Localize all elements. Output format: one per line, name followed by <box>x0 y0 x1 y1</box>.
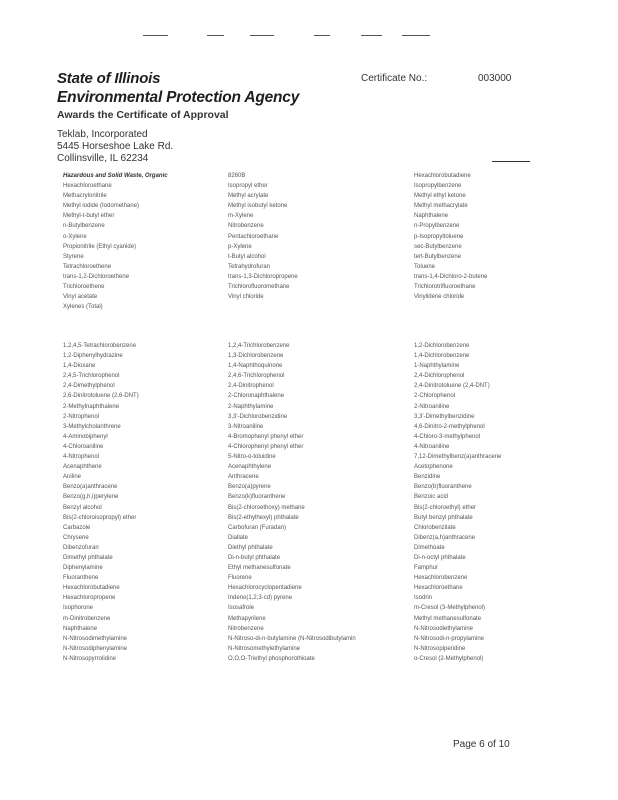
table-row <box>63 654 583 664</box>
table-row <box>63 292 583 302</box>
analyte-cell: Methyl-t-butyl ether <box>63 213 115 220</box>
analyte-cell: 2,6-Dinitrotoluene (2,6-DNT) <box>63 393 139 400</box>
table-row <box>63 282 583 292</box>
analyte-cell: Diethyl phthalate <box>228 544 273 551</box>
analyte-cell: 4-Nitroaniline <box>414 443 450 450</box>
analyte-cell: Acenaphthylene <box>228 464 272 471</box>
table-row <box>63 351 583 361</box>
table-row <box>63 391 583 401</box>
analyte-cell: 2,4,6-Trichlorophenol <box>228 373 285 380</box>
analyte-cell: 2,4-Dichlorophenol <box>414 373 465 380</box>
analyte-cell: N-Nitrosodiethylamine <box>414 625 474 632</box>
analyte-cell: Isopropyl ether <box>228 183 268 190</box>
analyte-cell: Dibenz(a,h)anthracene <box>414 534 476 541</box>
analyte-cell: Benzo(b)fluoranthene <box>414 484 472 491</box>
table-row <box>63 272 583 282</box>
analyte-cell: Di-n-butyl phthalate <box>228 554 281 561</box>
table-row <box>63 442 583 452</box>
analyte-cell: 4-Aminobiphenyl <box>63 433 108 440</box>
analyte-cell: Vinyl acetate <box>63 294 98 301</box>
table-row <box>63 252 583 262</box>
analyte-cell: Bis(2-chloroisopropyl) ether <box>63 514 137 521</box>
analyte-cell: Hexachlorobenzene <box>414 575 468 582</box>
analyte-cell: Carbazole <box>63 524 91 531</box>
analyte-cell: Butyl benzyl phthalate <box>414 514 473 521</box>
analyte-cell: 4-Chlorophenyl phenyl ether <box>228 443 304 450</box>
analyte-cell: Nitrobenzene <box>228 625 264 632</box>
analyte-cell: N-Nitrosomethylethylamine <box>228 645 301 652</box>
table-row <box>63 593 583 603</box>
table-row <box>63 262 583 272</box>
table-row <box>63 573 583 583</box>
analyte-cell: 1,3-Dichlorobenzene <box>228 353 284 360</box>
analyte-cell: Trichlorofluoromethane <box>228 284 290 291</box>
certificate-label: Certificate No.: <box>361 73 428 84</box>
analyte-cell: Dibenzofuran <box>63 544 99 551</box>
table-row <box>63 503 583 513</box>
analyte-cell: 2,4,5-Trichlorophenol <box>63 373 120 380</box>
analyte-cell: 1-Naphthylamine <box>414 363 460 370</box>
analyte-cell: Carbofuran (Furadan) <box>228 524 287 531</box>
analyte-cell: Isopropylbenzene <box>414 183 462 190</box>
analyte-cell: Fluoranthene <box>63 575 99 582</box>
analyte-cell: 4-Chloroaniline <box>63 443 104 450</box>
analyte-cell: Hexachlorocyclopentadiene <box>228 585 302 592</box>
method-label: 8260B <box>228 173 246 179</box>
analyte-cell: Naphthalene <box>63 625 98 632</box>
analyte-cell: N-Nitrosodimethylamine <box>63 635 128 642</box>
analyte-cell: Hexachloroethane <box>414 585 463 592</box>
table-row <box>63 341 583 351</box>
analyte-cell: 1,2,4-Trichlorobenzene <box>228 343 290 349</box>
analyte-cell: Nitrobenzene <box>228 223 264 230</box>
table-row <box>63 583 583 593</box>
analyte-cell: Acenaphthene <box>63 464 102 471</box>
analyte-cell: m-Xylene <box>228 213 254 220</box>
analyte-cell: Methyl ethyl ketone <box>414 193 466 200</box>
table-row <box>63 381 583 391</box>
analyte-cell: Methyl methacrylate <box>414 203 468 210</box>
analyte-cell: 1,2-Diphenylhydrazine <box>63 353 123 360</box>
table-row <box>63 462 583 472</box>
analyte-cell: 1,4-Naphthoquinone <box>228 363 283 370</box>
scan-mark <box>250 35 274 36</box>
analyte-cell: N-Nitroso-di-n-butylamine (N-Nitrosodibutylamin <box>228 635 356 642</box>
analyte-cell: tert-Butylbenzene <box>414 253 462 260</box>
table-row <box>63 563 583 573</box>
analyte-cell: Methyl methanesulfonate <box>414 615 482 622</box>
analyte-cell: 1,4-Dichlorobenzene <box>414 353 470 360</box>
analyte-cell: 2,4-Dinitrotoluene (2,4-DNT) <box>414 383 490 390</box>
analyte-cell: sec-Butylbenzene <box>414 243 462 250</box>
analyte-cell: 2-Nitrophenol <box>63 413 100 420</box>
analyte-cell: Styrene <box>63 253 84 260</box>
analyte-cell: Isodrin <box>414 595 433 602</box>
analyte-cell: Chlorobenzilate <box>414 524 456 531</box>
analyte-table-section-1 <box>63 171 583 312</box>
analyte-cell: Acetophenone <box>414 464 453 471</box>
analyte-cell: 4-Bromophenyl phenyl ether <box>228 433 304 440</box>
table-row <box>63 412 583 422</box>
analyte-cell: Bis(2-ethylhexyl) phthalate <box>228 514 299 521</box>
analyte-cell: Vinylidene chloride <box>414 294 465 301</box>
analyte-cell: 3,3'-Dichlorobenzidine <box>228 413 288 420</box>
analyte-cell: Tetrahydrofuran <box>228 263 271 270</box>
analyte-cell: Naphthalene <box>414 213 449 220</box>
analyte-cell: trans-1,3-Dichloropropene <box>228 273 298 280</box>
analyte-cell: 2-Naphthylamine <box>228 403 274 410</box>
table-row <box>63 211 583 221</box>
analyte-cell: Toluene <box>414 263 436 270</box>
analyte-cell: n-Propylbenzene <box>414 223 460 230</box>
certificate-number: 003000 <box>478 73 512 84</box>
lab-city: Collinsville, IL 62234 <box>57 153 149 164</box>
analyte-cell: 4-Nitrophenol <box>63 454 100 461</box>
analyte-cell: Diallate <box>228 534 249 541</box>
analyte-cell: 1,2-Dichlorobenzene <box>414 343 470 349</box>
analyte-cell: Benzo(g,h,i)perylene <box>63 494 119 501</box>
analyte-cell: Dimethoate <box>414 544 445 551</box>
analyte-cell: t-Butyl alcohol <box>228 253 266 260</box>
analyte-cell: 3-Nitroaniline <box>228 423 264 430</box>
table-row <box>63 371 583 381</box>
analyte-cell: Chrysene <box>63 534 89 541</box>
analyte-cell: Di-n-octyl phthalate <box>414 554 466 561</box>
analyte-cell: Isosafrole <box>228 605 255 612</box>
analyte-cell: 5-Nitro-o-toluidine <box>228 454 276 461</box>
analyte-cell: o-Cresol (2-Methylphenol) <box>414 655 484 662</box>
analyte-cell: 2-Chloronaphthalene <box>228 393 285 400</box>
table-row <box>63 614 583 624</box>
scan-mark <box>143 35 168 36</box>
analyte-cell: p-Xylene <box>228 243 252 250</box>
lab-name: Teklab, Incorporated <box>57 129 148 140</box>
analyte-cell: Benzo(a)anthracene <box>63 484 118 491</box>
analyte-cell: Hexachlorobutadiene <box>63 585 120 592</box>
analyte-cell: 2,4-Dimethylphenol <box>63 383 115 390</box>
analyte-cell: Hexachloropropene <box>63 595 116 602</box>
table-row <box>63 523 583 533</box>
awards-line: Awards the Certificate of Approval <box>57 109 229 121</box>
table-row <box>63 232 583 242</box>
analyte-cell: Hexachloroethane <box>63 183 112 190</box>
analyte-cell: Methapyrilene <box>228 615 266 622</box>
table-row <box>63 432 583 442</box>
analyte-cell: Trichloroethene <box>63 284 105 291</box>
analyte-cell: N-Nitrosodi-n-propylamine <box>414 635 485 642</box>
table-row <box>63 242 583 252</box>
analyte-cell: Aniline <box>63 474 82 481</box>
analyte-cell: 2,4-Dinitrophenol <box>228 383 274 390</box>
analyte-cell: Tetrachloroethene <box>63 263 112 270</box>
analyte-cell: Diphenylamine <box>63 565 103 572</box>
analyte-cell: N-Nitrosopiperidine <box>414 645 466 652</box>
analyte-cell: Benzidine <box>414 474 441 481</box>
table-row <box>63 302 583 312</box>
lab-street: 5445 Horseshoe Lake Rd. <box>57 141 174 152</box>
scan-mark <box>207 35 224 36</box>
table-row <box>63 181 583 191</box>
analyte-cell: Propionitrile (Ethyl cyanide) <box>63 243 137 250</box>
analyte-cell: Benzo(a)pyrene <box>228 484 271 491</box>
analyte-cell: Methyl acrylate <box>228 193 269 200</box>
analyte-cell: n-Butylbenzene <box>63 223 105 230</box>
scan-mark <box>361 35 382 36</box>
analyte-cell: 3-Methylcholanthrene <box>63 423 121 430</box>
analyte-table-section-2 <box>63 341 583 664</box>
divider <box>492 161 530 162</box>
table-row <box>63 644 583 654</box>
analyte-cell: N-Nitrosopyrrolidine <box>63 655 117 662</box>
agency-title: Environmental Protection Agency <box>57 89 300 106</box>
analyte-cell: Ethyl methanesulfonate <box>228 565 291 572</box>
analyte-cell: Isophorone <box>63 605 94 612</box>
analyte-cell: 3,3'-Dimethylbenzidine <box>414 413 475 420</box>
analyte-cell: Hexachlorobutadiene <box>414 173 471 179</box>
analyte-cell: m-Cresol (3-Methylphenol) <box>414 605 486 612</box>
analyte-cell: Methacrylonitrile <box>63 193 107 200</box>
analyte-cell: N-Nitrosodiphenylamine <box>63 645 128 652</box>
table-header-row <box>63 171 583 181</box>
analyte-cell: 4-Chloro-3-methylphenol <box>414 433 481 440</box>
analyte-cell: Dimethyl phthalate <box>63 554 113 561</box>
table-row <box>63 603 583 613</box>
scan-mark <box>402 35 430 36</box>
table-row <box>63 624 583 634</box>
analyte-cell: Bis(2-chloroethyl) ether <box>414 504 477 511</box>
analyte-cell: 2-Methylnaphthalene <box>63 403 120 410</box>
analyte-cell: 2-Chlorophenol <box>414 393 456 400</box>
table-row <box>63 422 583 432</box>
table-row <box>63 221 583 231</box>
analyte-cell: o-Xylene <box>63 233 87 240</box>
analyte-cell: Vinyl chloride <box>228 294 264 301</box>
analyte-cell: Benzoic acid <box>414 494 449 501</box>
table-row <box>63 492 583 502</box>
analyte-cell: p-Isopropyltoluene <box>414 233 464 240</box>
table-row <box>63 634 583 644</box>
analyte-cell: 2-Nitroaniline <box>414 403 450 410</box>
analyte-cell: trans-1,2-Dichloroethene <box>63 273 130 280</box>
analyte-cell: Anthracene <box>228 474 259 481</box>
table-row <box>63 472 583 482</box>
analyte-cell: Indeno(1,2,3-cd) pyrene <box>228 595 293 602</box>
scan-mark <box>314 35 330 36</box>
analyte-cell: Pentachloroethane <box>228 233 279 240</box>
analyte-cell: trans-1,4-Dichloro-2-butene <box>414 273 488 280</box>
program-label: Hazardous and Solid Waste, Organic <box>63 173 168 179</box>
analyte-cell: Methyl iodide (Iodomethane) <box>63 203 140 210</box>
analyte-cell: Bis(2-chloroethoxy) methane <box>228 504 305 511</box>
table-row <box>63 361 583 371</box>
analyte-cell: 7,12-Dimethylbenz(a)anthracene <box>414 454 502 461</box>
analyte-cell: 4,6-Dinitro-2-methylphenol <box>414 423 485 430</box>
analyte-cell: Trichlorotrifluoroethane <box>414 284 476 291</box>
page-number: Page 6 of 10 <box>453 739 510 750</box>
table-row <box>63 191 583 201</box>
analyte-cell: Benzyl alcohol <box>63 504 102 511</box>
table-row <box>63 543 583 553</box>
analyte-cell: 1,4-Dioxane <box>63 363 96 370</box>
analyte-cell: Benzo(k)fluoranthene <box>228 494 286 501</box>
analyte-cell: Methyl isobutyl ketone <box>228 203 288 210</box>
table-row <box>63 533 583 543</box>
analyte-cell: Fluorene <box>228 575 252 582</box>
table-row <box>63 482 583 492</box>
analyte-cell: Xylenes (Total) <box>63 304 103 311</box>
analyte-cell: Famphur <box>414 565 439 572</box>
analyte-cell: O,O,O-Triethyl phosphorothioate <box>228 655 315 662</box>
table-row <box>63 513 583 523</box>
table-row <box>63 402 583 412</box>
analyte-cell: 1,2,4,5-Tetrachlorobenzene <box>63 343 137 349</box>
table-row <box>63 201 583 211</box>
table-row <box>63 553 583 563</box>
analyte-cell: m-Dinitrobenzene <box>63 615 111 622</box>
state-title: State of Illinois <box>57 70 161 87</box>
table-row <box>63 452 583 462</box>
